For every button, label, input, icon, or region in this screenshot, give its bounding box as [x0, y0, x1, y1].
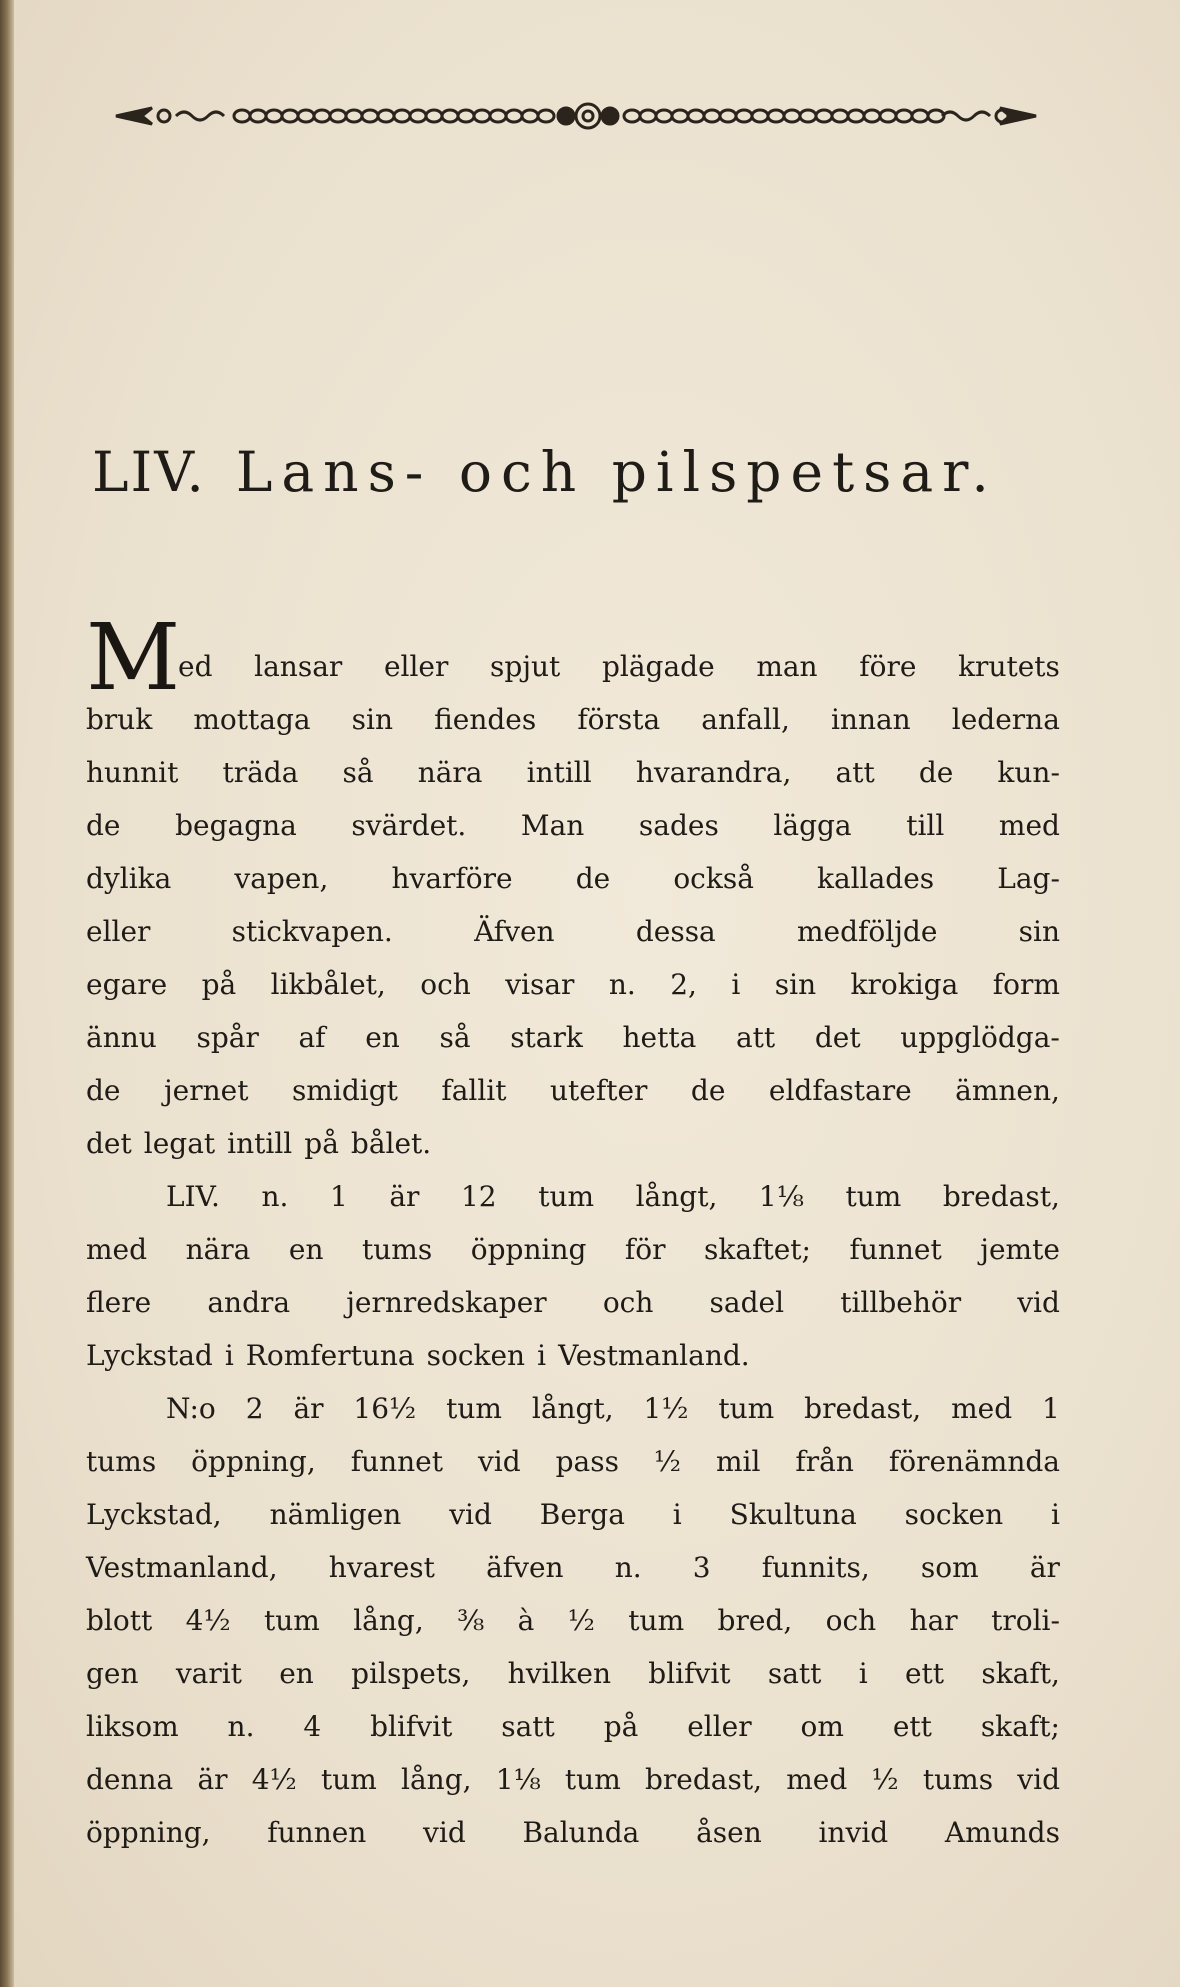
text-line: liksom n. 4 blifvit satt på eller om ett skaft; [86, 1710, 1060, 1743]
text-line: hunnit träda så nära intill hvarandra, att de kun- [86, 756, 1060, 789]
text-line: det legat intill på bålet. [86, 1127, 432, 1160]
text-line: öppning, funnen vid Balunda åsen invid Amunds [86, 1816, 1060, 1849]
decorative-border-ornament [112, 96, 1040, 136]
text-line: de begagna svärdet. Man sades lägga till med [86, 809, 1060, 842]
text-line: Lyckstad i Romfertuna socken i Vestmanland. [86, 1339, 750, 1372]
drop-cap: M [86, 604, 181, 711]
text-line: blott 4½ tum lång, ⅜ à ½ tum bred, och har troli- [86, 1604, 1060, 1637]
text-line: dylika vapen, hvarföre de också kallades Lag- [86, 862, 1060, 895]
text-line: flere andra jernredskaper och sadel tillbehör vid [86, 1286, 1060, 1319]
text-line: ännu spår af en så stark hetta att det uppglödga- [86, 1021, 1060, 1054]
text-line: tums öppning, funnet vid pass ½ mil från förenämnda [86, 1445, 1060, 1478]
text-line: Vestmanland, hvarest äfven n. 3 funnits, som är [86, 1551, 1060, 1584]
text-line: med nära en tums öppning för skaftet; funnet jemte [86, 1233, 1060, 1266]
section-title: Lans- och pilspetsar. [235, 440, 998, 504]
section-number: LIV. [92, 440, 206, 504]
text-line: gen varit en pilspets, hvilken blifvit satt i ett skaft, [86, 1657, 1060, 1690]
text-line: eller stickvapen. Äfven dessa medföljde sin [86, 915, 1060, 948]
text-line: denna är 4½ tum lång, 1⅛ tum bredast, med ½ tums vid [86, 1763, 1060, 1796]
text-line: ed lansar eller spjut plägade man före krutets [178, 650, 1060, 683]
text-line: de jernet smidigt fallit utefter de eldfastare ämnen, [86, 1074, 1060, 1107]
text-line: egare på likbålet, och visar n. 2, i sin krokiga form [86, 968, 1060, 1001]
book-spine-shadow [0, 0, 14, 1987]
text-line: Lyckstad, nämligen vid Berga i Skultuna socken i [86, 1498, 1060, 1531]
section-heading [92, 440, 1092, 504]
text-line: LIV. n. 1 är 12 tum långt, 1⅛ tum bredast, [166, 1180, 1060, 1213]
body-text [86, 640, 1060, 1859]
text-line: N:o 2 är 16½ tum långt, 1½ tum bredast, med 1 [166, 1392, 1060, 1425]
text-line: bruk mottaga sin fiendes första anfall, innan lederna [86, 703, 1060, 736]
